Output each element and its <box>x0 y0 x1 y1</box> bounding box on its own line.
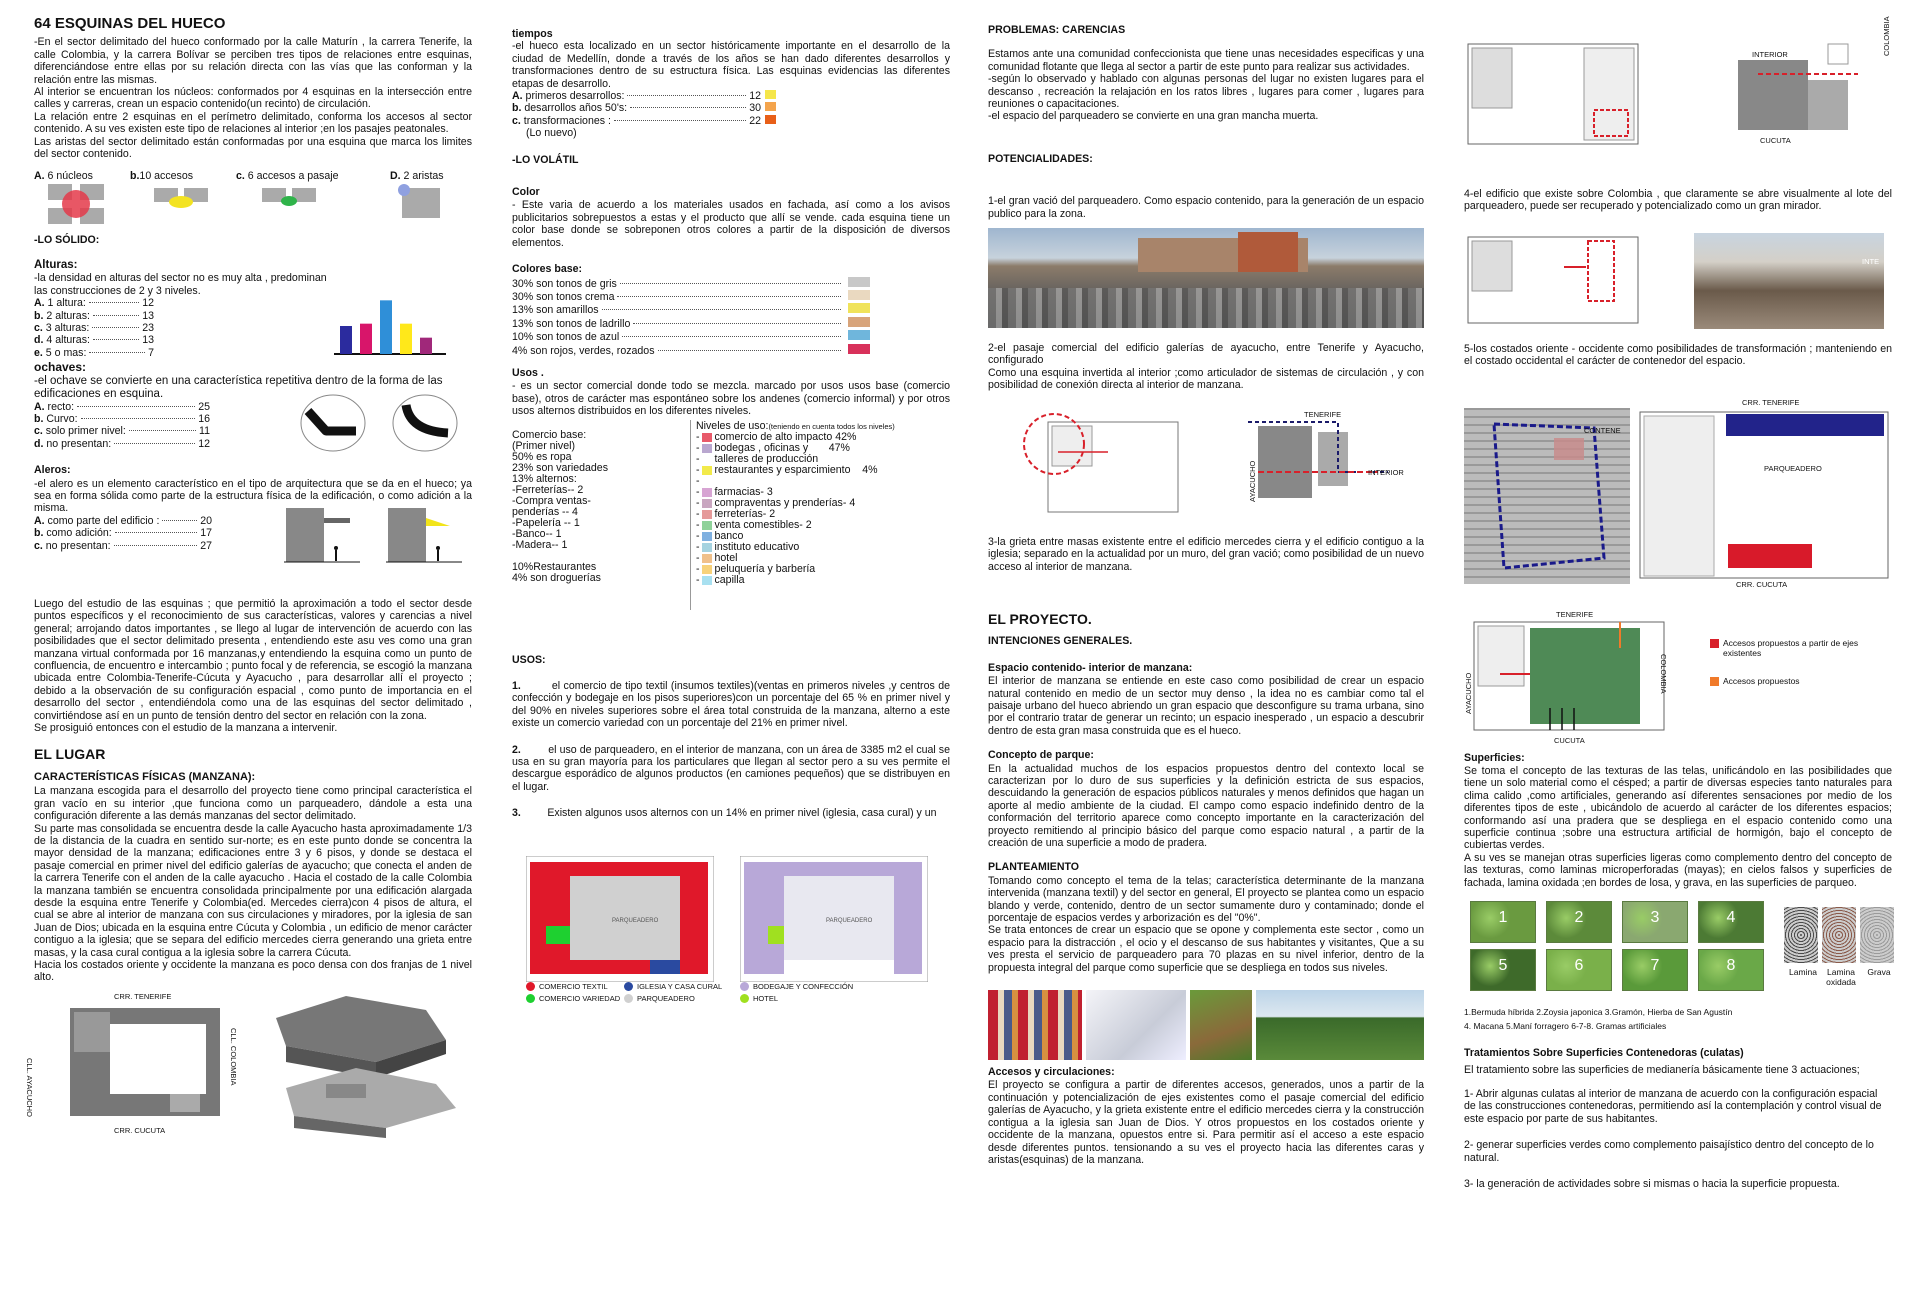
nivel-row: - restaurantes y esparcimiento 4% <box>696 463 878 476</box>
reference-photos <box>988 990 1424 1062</box>
material-label: Lamina <box>1789 967 1817 978</box>
comercio-line: penderías -- 4 <box>512 505 578 518</box>
manzana-drawings: CRR. TENERIFE CLL. AYACUCHO CLL. COLOMBIA CRR. CUCUTA <box>34 988 472 1138</box>
colombia-plan <box>1464 40 1644 150</box>
alturas-bar <box>380 301 392 355</box>
nivel-row: - peluquería y barbería <box>696 562 816 575</box>
alturas-row: c. 3 alturas: 23 <box>34 321 154 334</box>
alturas-bar <box>360 324 372 354</box>
superficies-heading: Superficies: <box>1464 751 1525 764</box>
plastic-roll-photo <box>1086 990 1186 1060</box>
ochaves-row: c. solo primer nivel: 11 <box>34 425 210 438</box>
material-label: Grava <box>1867 967 1891 978</box>
comercio-line: -Compra ventas- <box>512 494 591 507</box>
color-swatch <box>848 330 870 340</box>
aleros-list <box>34 515 212 552</box>
color-row: 10% son tonos de azul <box>512 330 870 343</box>
manzana-proposal-plan <box>1636 408 1892 584</box>
grass-sample: 6 <box>1546 949 1612 991</box>
etapa-row-swatch <box>765 115 776 124</box>
plan-legend-item: HOTEL <box>740 994 778 1004</box>
aristas-diagram <box>396 184 446 226</box>
material-sample <box>1822 907 1856 963</box>
use-plans <box>512 856 950 996</box>
uso-item: 3. Existen algunos usos alternos con un 14% en primer nivel (iglesia, casa cural) y un <box>512 807 937 820</box>
grass-sample: 7 <box>1622 949 1688 991</box>
plan-legend-item: COMERCIO TEXTIL <box>526 982 608 992</box>
ochave-curvo-diagram <box>392 393 458 453</box>
nivel-row: - <box>696 474 703 487</box>
el-proyecto-heading: EL PROYECTO. <box>988 610 1092 627</box>
color-swatch <box>848 277 870 287</box>
alturas-bar-chart <box>330 276 450 362</box>
comercio-base-list <box>512 430 692 584</box>
potentials-diagrams: TENERIFE AYACUCHO INTERIOR <box>988 398 1424 532</box>
column-4: INTERIOR COLOMBIA CUCUTA 4-el edificio que existe sobre Colombia , que claramente se abre visualmente al lote del parqueadero, puede ser recuperado y potencializado como un gran mirador. INTE 5-los costados oriente - occidente como posibilidades de transformación ; manteniendo en el costado occidental el carácter de contenedor del espacio. CONTENE CRR. TENERIFE PARQUEADERO CRR. CUCUTA TENERIFE AYACUCHO COLOMBIA CUCUTA Accesos propuestos a partir de ejes existentes Accesos propuestos Superficies: Se toma el concepto de las texturas de las telas, unificándolo en las posibilidades que tiene un solo material como el césped; a partir de diversas especies tanto naturales para clima calido ,como artificiales, generando así diferentes sensaciones por medio de los diferentes tipos de este , ubicándolo de acuerdo al carácter de los diferentes espacios; conformando así una pradera que se despliega en el espacio contenido como una superficie continua ;sobre una estructura artificial de hormigón, bajo el concepto de cubiertas verdes. A su ves se manejan otras superficies ligeras como complemento dentro del concepto de las texturas, como laminas microperforadas (mayas); en cielos falsos y superficies de fachada, lamina oxidada ;en bordes de losa, y grava, en las superficies de parqueo. 1 2 3 4 5 6 7 8 Lamina Lamina oxidada Grava 1.Bermuda híbrida 2.Zoysia japonica 3.Gramón, Hierba de San Agustín 4. Macana 5.Maní forragero 6-7-8. Gramas artificiales Tratamientos Sobre Superficies Contenedoras (culatas) El tratamiento sobre las superficies de medianería básicamente tiene 3 actuaciones; 1- Abrir algunas culatas al interior de manzana de acuerdo con la configuración espacial de las construcciones contenedoras, permitiendo así la contemplación y control visual de este espacio por parte de sus habitantes. 2- generar superficies verdes como complemento paisajístico dentro del concepto de lo natural. 3- la generación de actividades sobre si mismas o hacia la superficie propuesta. <box>1464 0 1892 1190</box>
intro-text: -En el sector delimitado del hueco conformado por la calle Maturín , la carrera Tenerife, la calle Colombia, y la carrera Bolívar se perciben tres tipos de relaciones entre esquinas, diferenciándose entre ellas por su relación directa con las vías que las conforman y la relación entre las mismas. Al interior se encuentran los núcleos: conformados por 4 esquinas en la intersección entre calles y carreras, crean un espacio contenido(un recinto) de circulación. La relación entre 2 esquinas en el perímetro delimitado, conforma los accesos al sector contenido. A su ves existen este tipo de relaciones al interior ;en los pasajes peatonales. Las aristas del sector delimitado están conformadas por una esquina que marca los limites del sector contenido. <box>34 36 472 161</box>
planteamiento-heading: PLANTEAMIENTO <box>988 861 1080 874</box>
aleros-heading: Aleros: <box>34 464 71 477</box>
lo-solido-heading: -LO SÓLIDO: <box>34 234 100 247</box>
nivel-row: - compraventas y prenderías- 4 <box>696 496 856 509</box>
etapas-list <box>512 90 776 127</box>
column-2: tiempos -el hueco esta localizado en un sector históricamente importante en el desarrollo de la ciudad de Medellín, donde a través de los años se han dado diferentes desarrollos y transformaciones dentro de su estructura física. Las esquinas evidencias las diferentes etapas de desarrollo. A. primeros desarrollos: 12 b. desarrollos años 50's: 30 c. transformaciones : 22 (Lo nuevo) -LO VOLÁTIL Color - Este varia de acuerdo a los materiales usados en fachada, así como a los avisos publicitarios sobrepuestos a estas y el producto que allí se vende. cada esquina tiene un color base donde se sobreponen otros colores a partir de la disposición de diversos elementos. Colores base: 30% son tonos de gris 30% son tonos crema 13% son amarillos 13% son tonos de ladrillo 10% son tonos de azul 4% son rojos, verdes, rozados Usos . - es un sector comercial donde todo se mezcla. marcado por usos usos base (comercio base), otros de carácter mas espontáneo sobre los andenes (comercio informal) y por otros usos alternos distribuidos en los diferentes niveles. Comercio base: (Primer nivel) 50% es ropa 23% son variedades 13% alternos: -Ferreterías-- 2 -Compra ventas- penderías -- 4 -Papelería -- 1 -Banco-- 1 -Madera-- 1 10%Restaurantes 4% son droguerías Niveles de uso:(teniendo en cuenta todos los niveles) - comercio de alto impacto 42% - bodegas , oficinas y 47% - talleres de producción - restaurantes y esparcimiento 4% - - farmacias- 3 - compraventas y prenderías- 4 - ferreterías- 2 - venta comestibles- 2 - banco - instituto educativo - hotel - peluquería y barbería - capilla USOS: 1. el comercio de tipo textil (insumos textiles)(ventas en primeros niveles ,y centros de confección y bodegaje en los pisos superiores)con un porcentaje del 65 % en primer nivel y del 90% en niveles superiores sobre el área total construida de la manzana, alterno a este existe un comercio variedad con un porcentaje del 21% en primer nivel. 2. el uso de parqueadero, en el interior de manzana, con un área de 3385 m2 el cual se usa en su gran mayoría para los particulares que llegan al sector pero a su ves permite el descargue esporádico de algunos productos (en camiones pequeños) que se distribuyen en el lugar. 3. Existen algunos usos alternos con un 14% en primer nivel (iglesia, casa cural) y un PARQUEADERO PARQUEADERO COMERCIO TEXTIL COMERCIO VARIEDAD IGLESIA Y CASA CURAL PARQUEADERO BODEGAJE Y CONFECCIÓN HOTEL <box>512 0 950 1012</box>
uso-item: 2. el uso de parqueadero, en el interior de manzana, con un área de 3385 m2 el cual se usa en su gran mayoría para los particulares que llegan al sector pero a su ves permite el descargue esporádico de algunos productos (en camiones pequeños) que se distribuyen en el lugar. <box>512 743 950 793</box>
nivel-row: - banco <box>696 529 744 542</box>
plan-legend <box>512 982 950 1012</box>
alturas-row: b. 2 alturas: 13 <box>34 309 154 322</box>
alturas-bar <box>400 324 412 354</box>
alturas-row: e. 5 o mas: 7 <box>34 346 154 359</box>
ochave-recto-diagram <box>300 393 366 453</box>
grass-sample: 8 <box>1698 949 1764 991</box>
grass-sample: 3 <box>1622 901 1688 943</box>
intenciones-heading: INTENCIONES GENERALES. <box>988 635 1133 648</box>
nucleos-diagram <box>48 184 108 226</box>
manzana-plan <box>50 994 246 1132</box>
problemas-heading: PROBLEMAS: CARENCIAS <box>988 24 1126 36</box>
comercio-line: 13% alternos: <box>512 472 577 485</box>
luego-paragraph: Luego del estudio de las esquinas ; que permitió la aproximación a todo el sector desde puntos específicos y el reconocimiento de sus características, valores y carencias a nivel general; arrojando datos importantes , se llego al lugar de intervención de acuerdo con las posibilidades que el sector delimitado presenta , entendiendo este asu ves como una gran manzana virtual conformada por 16 manzanas,y entendiendo la esquina como un punto de confluencia, de encuentro e intercambio ; punto focal y de referencia, se escogió la manzana ubicada entre Colombia-Tenerife-Cúcuta y Ayacucho , para desarrollar allí el proyecto ; debido a la observación de su configuración espacial , como punto de importancia en el desarrollo del sector , entendiéndola como una de las esquinas del sector delimitado , convirtiéndose así en un punto de tensión dentro del sector en relación con la zona. Se prosiguió entonces con el estudio de la manzana a intervenir. <box>34 598 472 735</box>
parking-panorama-photo <box>988 228 1424 328</box>
accesos-diagram <box>154 188 210 218</box>
plan-legend-item: IGLESIA Y CASA CURAL <box>624 982 722 992</box>
nivel-row: - bodegas , oficinas y 47% <box>696 441 850 454</box>
ochaves-row: b. Curvo: 16 <box>34 412 210 425</box>
grass-sample: 1 <box>1470 901 1536 943</box>
plan-legend-item: BODEGAJE Y CONFECCIÓN <box>740 982 853 992</box>
color-heading: Color <box>512 186 540 199</box>
corridor-photo <box>1694 233 1884 329</box>
accesos-pasaje-diagram <box>262 188 318 218</box>
color-swatch <box>848 290 870 300</box>
usos2-heading: USOS: <box>512 653 546 666</box>
page-title: 64 ESQUINAS DEL HUECO <box>34 15 226 32</box>
mirador-diagrams: INTERIOR COLOMBIA CUCUTA <box>1464 0 1892 170</box>
etapa-row: A. primeros desarrollos: 12 <box>512 90 776 102</box>
nivel-row: - comercio de alto impacto 42% <box>696 430 857 443</box>
comercio-line: -Banco-- 1 <box>512 527 562 540</box>
alturas-row: d. 4 alturas: 13 <box>34 334 154 347</box>
grass-sample: 5 <box>1470 949 1536 991</box>
textile-use-plan <box>526 856 714 982</box>
corner-types: A. 6 núcleos b.10 accesos c. 6 accesos a pasaje D. 2 aristas <box>34 170 472 226</box>
etapa-row: c. transformaciones : 22 <box>512 115 776 127</box>
aleros-row: c. no presentan: 27 <box>34 539 212 552</box>
colombia-detail <box>1728 40 1878 140</box>
meadow-photo <box>1256 990 1424 1060</box>
alturas-list <box>34 297 154 359</box>
color-swatch <box>848 344 870 354</box>
grass-sample: 2 <box>1546 901 1612 943</box>
costados-diagrams: INTE <box>1464 227 1892 337</box>
colores-list <box>512 277 870 357</box>
accesos-heading: Accesos y circulaciones: <box>988 1066 1115 1079</box>
comercio-line <box>512 551 692 562</box>
bodegaje-use-plan <box>740 856 928 982</box>
svg-text:PARQUEADERO: PARQUEADERO <box>612 917 659 924</box>
comercio-line: Comercio base: <box>512 428 587 441</box>
access-legend-item: Accesos propuestos a partir de ejes existentes <box>1710 638 1890 658</box>
caracteristicas-text: La manzana escogida para el desarrollo del proyecto tiene como principal característica el gran vacío en su interior ,que funciona como un parqueadero, dándole a esta una configuración diferente a las demás manzanas del sector delimitado. Su parte mas consolidada se encuentra desde la calle Ayacucho hasta aproximadamente 1/3 de la distancia de la cuadra en sentido sur-norte; es en este punto donde se concentra la mayor densidad de la manzana; edificaciones entre 3 y 6 pisos, y donde se destaca el pasaje comercial en primer nivel del edificio galerías de ayacucho; que conecta el anden de la carrera Tenerife con el anden de la calle ayacucho . Hacia el costado de la calle Colombia la manzana también se encuentra consolidada principalmente por una edificación alargada desde la esquina entre Tenerife y Colombia(ed. Mercedes cierra)con 4 pisos de altura, el cual se abre al interior de manzana con sus circulaciones y miradores, por la iglesia de san Juan de Dios; ubicada en la esquina entre Cúcuta y Colombia , un edificio de menor carácter contiguo a la iglesia; que se separa del edificio mercedes cierra generando una grieta entre masas, y la casa cural contigua a la iglesia sobre la carrera Cúcuta. Hacia los costados oriente y occidente la manzana es poco densa con dos franjas de 1 nivel alto. <box>34 785 472 984</box>
comercio-line: -Papelería -- 1 <box>512 516 580 529</box>
el-lugar-heading: EL LUGAR <box>34 746 106 763</box>
column-1: 64 ESQUINAS DEL HUECO -En el sector delimitado del hueco conformado por la calle Maturín , la carrera Tenerife, la calle Colombia, y la carrera Bolívar se perciben tres tipos de relaciones entre esquinas, diferenciándose entre ellas por su relación directa con las vías que las conforman y la relación entre las mismas. Al interior se encuentran los núcleos: conformados por 4 esquinas en la intersección entre calles y carreras, crean un espacio contenido(un recinto) de circulación. La relación entre 2 esquinas en el perímetro delimitado, conforma los accesos al sector contenido. A su ves existen este tipo de relaciones al interior ;en los pasajes peatonales. Las aristas del sector delimitado están conformadas por una esquina que marca los limites del sector contenido. A. 6 núcleos b.10 accesos c. 6 accesos a pasaje D. 2 aristas -LO SÓLIDO: Alturas: -la densidad en alturas del sector no es muy alta , predominan las construcciones de 2 y 3 niveles. A. 1 altura: 12 b. 2 alturas: 13 c. 3 alturas: 23 d. 4 alturas: 13 e. 5 o mas: 7 ochaves: -el ochave se convierte en una característica repetitiva dentro de la forma de las edificaciones en esquina. A. recto: 25 b. Curvo: 16 c. solo primer nivel: 11 d. no presentan: 12 Aleros: -el alero es un elemento característico en el tipo de arquitectura que se da en el hueco; ya sea en forma sólida como parte de la estructura física de la edificación, o como adición a la misma. A. como parte del edificio : 20 b. como adición: 17 c. no presentan: 27 Luego del estudio de las esquinas ; que permitió la aproximación a todo el sector desde puntos específicos y el reconocimiento de sus características, valores y carencias a nivel general; arrojando datos importantes , se llego al lugar de intervención de acuerdo con las posibilidades que el sector delimitado presenta , entendiendo este asu ves como una gran manzana virtual conformada por 16 manzanas,y entendiendo la esquina como un punto de confluencia, de encuentro e intercambio ; punto focal y de referencia, se escogió la manzana ubicada entre Colombia-Tenerife-Cúcuta y Ayacucho , para desarrollar allí el proyecto ; debido a la observación de su configuración espacial , como punto de importancia en el desarrollo del sector , entendiéndola como una de las esquinas del sector delimitado , convirtiéndose así en un punto de tensión dentro del sector en relación con la zona. Se prosiguió entonces con el estudio de la manzana a intervenir. EL LUGAR CARACTERÍSTICAS FÍSICAS (MANZANA): La manzana escogida para el desarrollo del proyecto tiene como principal característica el gran vacío en su interior ,que funciona como un parqueadero, dándole a esta una configuración diferente a las demás manzanas del sector delimitado. Su parte mas consolidada se encuentra desde la calle Ayacucho hasta aproximadamente 1/3 de la distancia de la cuadra en sentido sur-norte; es en este punto donde se concentra la mayor densidad de la manzana; edificaciones entre 3 y 6 pisos, y donde se destaca el pasaje comercial en primer nivel del edificio galerías de ayacucho; que conecta el anden de la carrera Tenerife con el anden de la calle ayacucho . Hacia el costado de la calle Colombia la manzana también se encuentra consolidada principalmente por una edificación alargada desde la esquina entre Tenerife y Colombia(ed. Mercedes cierra)con 4 pisos de altura, el cual se abre al interior de manzana con sus circulaciones y miradores, por la iglesia de san Juan de Dios; ubicada en la esquina entre Cúcuta y Colombia , un edificio de menor carácter contiguo a la iglesia; que se separa del edificio mercedes cierra generando una grieta entre masas, y la casa cural contigua a la iglesia sobre la carrera Cúcuta. Hacia los costados oriente y occidente la manzana es poco densa con dos franjas de 1 nivel alto. CRR. TENERIFE CLL. AYACUCHO CLL. COLOMBIA CRR. CUCUTA <box>34 0 472 1138</box>
nivel-row: - instituto educativo <box>696 540 800 553</box>
colores-base-heading: Colores base: <box>512 263 583 276</box>
costados-plan <box>1464 227 1644 327</box>
sector-maps: CONTENE CRR. TENERIFE PARQUEADERO CRR. CUCUTA <box>1464 398 1892 594</box>
uso-item: 1. el comercio de tipo textil (insumos textiles)(ventas en primeros niveles ,y centros de confección y bodegaje en los pisos superiores)con un porcentaje del 65 % en primer nivel y del 90% en niveles superiores sobre el área total construida de la manzana, alterno a este existe un comercio variedad con un porcentaje del 21% en primer nivel. <box>512 679 950 730</box>
nivel-row: - venta comestibles- 2 <box>696 518 812 531</box>
grass-samples <box>1464 901 1892 1005</box>
etapa-row-swatch <box>765 90 776 99</box>
access-proposal: TENERIFE AYACUCHO COLOMBIA CUCUTA Accesos propuestos a partir de ejes existentes Accesos propuestos <box>1464 610 1892 746</box>
ochaves-heading: ochaves: <box>34 360 87 375</box>
tratamientos-heading: Tratamientos Sobre Superficies Contenedoras (culatas) <box>1464 1047 1744 1060</box>
color-row: 13% son tonos de ladrillo <box>512 317 870 330</box>
nivel-row: - capilla <box>696 573 745 586</box>
alturas-heading: Alturas: <box>34 258 78 271</box>
grass-sample: 4 <box>1698 901 1764 943</box>
nivel-row: - hotel <box>696 551 738 564</box>
etapa-row: b. desarrollos años 50's: 30 <box>512 102 776 114</box>
usos2-list <box>512 680 950 820</box>
uses-table: Comercio base: (Primer nivel) 50% es ropa 23% son variedades 13% alternos: -Ferreterías-- 2 -Compra ventas- penderías -- 4 -Papelería -- 1 -Banco-- 1 -Madera-- 1 10%Restaurantes 4% son droguerías Niveles de uso:(teniendo en cuenta todos los niveles) - comercio de alto impacto 42% - bodegas , oficinas y 47% - talleres de producción - restaurantes y esparcimiento 4% - - farmacias- 3 - compraventas y prenderías- 4 - ferreterías- 2 - venta comestibles- 2 - banco - instituto educativo - hotel - peluquería y barbería - capilla <box>512 420 950 610</box>
material-sample <box>1784 907 1818 963</box>
aleros-row: b. como adición: 17 <box>34 527 212 540</box>
ochaves-row: A. recto: 25 <box>34 400 210 413</box>
ochaves-row: d. no presentan: 12 <box>34 437 210 450</box>
caracteristicas-heading: CARACTERÍSTICAS FÍSICAS (MANZANA): <box>34 770 256 783</box>
turf-roll-photo <box>1190 990 1252 1060</box>
color-swatch <box>848 317 870 327</box>
comercio-line: -Ferreterías-- 2 <box>512 483 584 496</box>
access-legend <box>1710 638 1890 704</box>
usos-heading: Usos . <box>512 366 544 379</box>
color-row: 4% son rojos, verdes, rozados <box>512 344 870 357</box>
espacio-contenido-heading: Espacio contenido- interior de manzana: <box>988 661 1193 674</box>
comercio-line: 10%Restaurantes <box>512 560 597 573</box>
color-swatch <box>848 303 870 313</box>
pasaje-plan <box>1018 412 1188 524</box>
color-row: 13% son amarillos <box>512 303 870 316</box>
aleros-row: A. como parte del edificio : 20 <box>34 514 212 527</box>
comercio-line: 50% es ropa <box>512 450 572 463</box>
tiempos-heading: tiempos <box>512 28 553 40</box>
fabric-rolls-photo <box>988 990 1082 1060</box>
manzana-3d-model <box>266 988 466 1138</box>
alturas-row: A. 1 altura: 12 <box>34 297 154 310</box>
alero-adicion-diagram <box>386 504 462 564</box>
potencialidades-heading: POTENCIALIDADES: <box>988 152 1093 165</box>
svg-text:PARQUEADERO: PARQUEADERO <box>826 917 873 924</box>
comercio-line: -Madera-- 1 <box>512 538 568 551</box>
material-label: Lamina oxidada <box>1826 967 1856 988</box>
access-plan <box>1470 618 1670 734</box>
alturas-bar <box>340 326 352 354</box>
plan-legend-item: COMERCIO VARIEDAD <box>526 994 620 1004</box>
nivel-row: - farmacias- 3 <box>696 485 773 498</box>
etapa-row-swatch <box>765 102 776 111</box>
comercio-line: 23% son variedades <box>512 461 608 474</box>
access-legend-item: Accesos propuestos <box>1710 676 1890 686</box>
column-3: PROBLEMAS: CARENCIAS Estamos ante una comunidad confeccionista que tiene unas necesidades especificas y una comunidad flotante que llega al sector a partir de este punto para realizar sus actividades. -según lo observado y hablado con algunas personas del lugar no existen lugares para el descanso , recreación la relajación en los ratos libres , lugares para comer , lugares para reuniones o capacitaciones. -el espacio del parqueadero se convierte en una gran mancha muerta. POTENCIALIDADES: 1-el gran vació del parqueadero. Como espacio contenido, para la generación de un espacio publico para la zona. 2-el pasaje comercial del edificio galerías de ayacucho, entre Tenerife y Ayacucho, configurado Como una esquina invertida al interior ;como articulador de sistemas de circulación , y con posibilidad de conexión directa al interior de manzana. TENERIFE AYACUCHO INTERIOR 3-la grieta entre masas existente entre el edificio mercedes cierra y el edificio contiguo a la iglesia; separado en la actualidad por un muro, del gran vació; como posibilidad de un nuevo acceso al interior de manzana. EL PROYECTO. INTENCIONES GENERALES. Espacio contenido- interior de manzana: El interior de manzana se entiende en este caso como posibilidad de crear un espacio natural contenido en medio de un sector muy denso , la idea no es cambiar como tal el paisaje urbano del hueco abriendo un gran espacio que desconfigure su trama urbana, sino por el contrario tratar de generar un recinto; un espacio inesperado , un espacio a descubrir dentro de esta gran masa construida que es el hueco. Concepto de parque: En la actualidad muchos de los espacios propuestos dentro del contexto local se caracterizan por lo duro de sus superficies y la definición estricta de sus espacios, descuidando la generación de espacios públicos naturales y menos definidos que hagan un aporte al medio ambiente de la ciudad. El campo como espacio indefinido dentro de la conformación del territorio aparece como concepto importante en la caracterización del proyecto remitiendo al principio básico del parque como espacio natural , a partir de la creación de una superficie a modo de pradera. PLANTEAMIENTO Tomando como concepto el tema de la telas; característica determinante de la manzana intervenida (manzana textil) y del sector en general, El proyecto se plantea como un espacio blando y verde, contenido, dentro de un sector sumamente duro y contaminado; donde el porcentaje de espacios verdes y arborización es del "0%". Se trata entonces de crear un espacio que se opone y complementa este sector , como un espacio para la distracción , el ocio y el descanso de sus habitantes y visitantes, Que a su ves presta el servicio de parqueadero para 70 plazas en su nivel inferior, dentro de la propuesta integral del parque como superficie que se despliega en todos sus niveles. Accesos y circulaciones: El proyecto se configura a partir de diferentes accesos, generados, unos a partir de la continuación y potencialización de ejes existentes como el pasaje comercial del edificio galerías de Ayacucho, y la grieta existente entre el edificio mercedes cierra y la construcción contigua a la iglesia san Juan de Dios. Y otros propuestos en los costados oriente y occidente de la manzana, opuestos entre si. Para permitir así el acceso a este espacio desde diferentes puntos. tensionando a su ves el proyecto hacia las diferentes caras y aristas(esquinas) de la manzana. <box>988 24 1424 1166</box>
alturas-bar <box>420 338 432 354</box>
color-row: 30% son tonos de gris <box>512 277 870 290</box>
niveles-list <box>696 432 946 586</box>
ochaves-list <box>34 401 210 451</box>
material-sample <box>1860 907 1894 963</box>
nivel-row: - talleres de producción <box>696 452 819 465</box>
alero-solido-diagram <box>284 504 360 564</box>
color-row: 30% son tonos crema <box>512 290 870 303</box>
nivel-row: - ferreterías- 2 <box>696 507 776 520</box>
comercio-line: 4% son droguerías <box>512 571 601 584</box>
plan-legend-item: PARQUEADERO <box>624 994 695 1004</box>
comercio-line: (Primer nivel) <box>512 439 575 452</box>
concepto-heading: Concepto de parque: <box>988 749 1094 762</box>
lo-volatil-heading: -LO VOLÁTIL <box>512 153 579 166</box>
